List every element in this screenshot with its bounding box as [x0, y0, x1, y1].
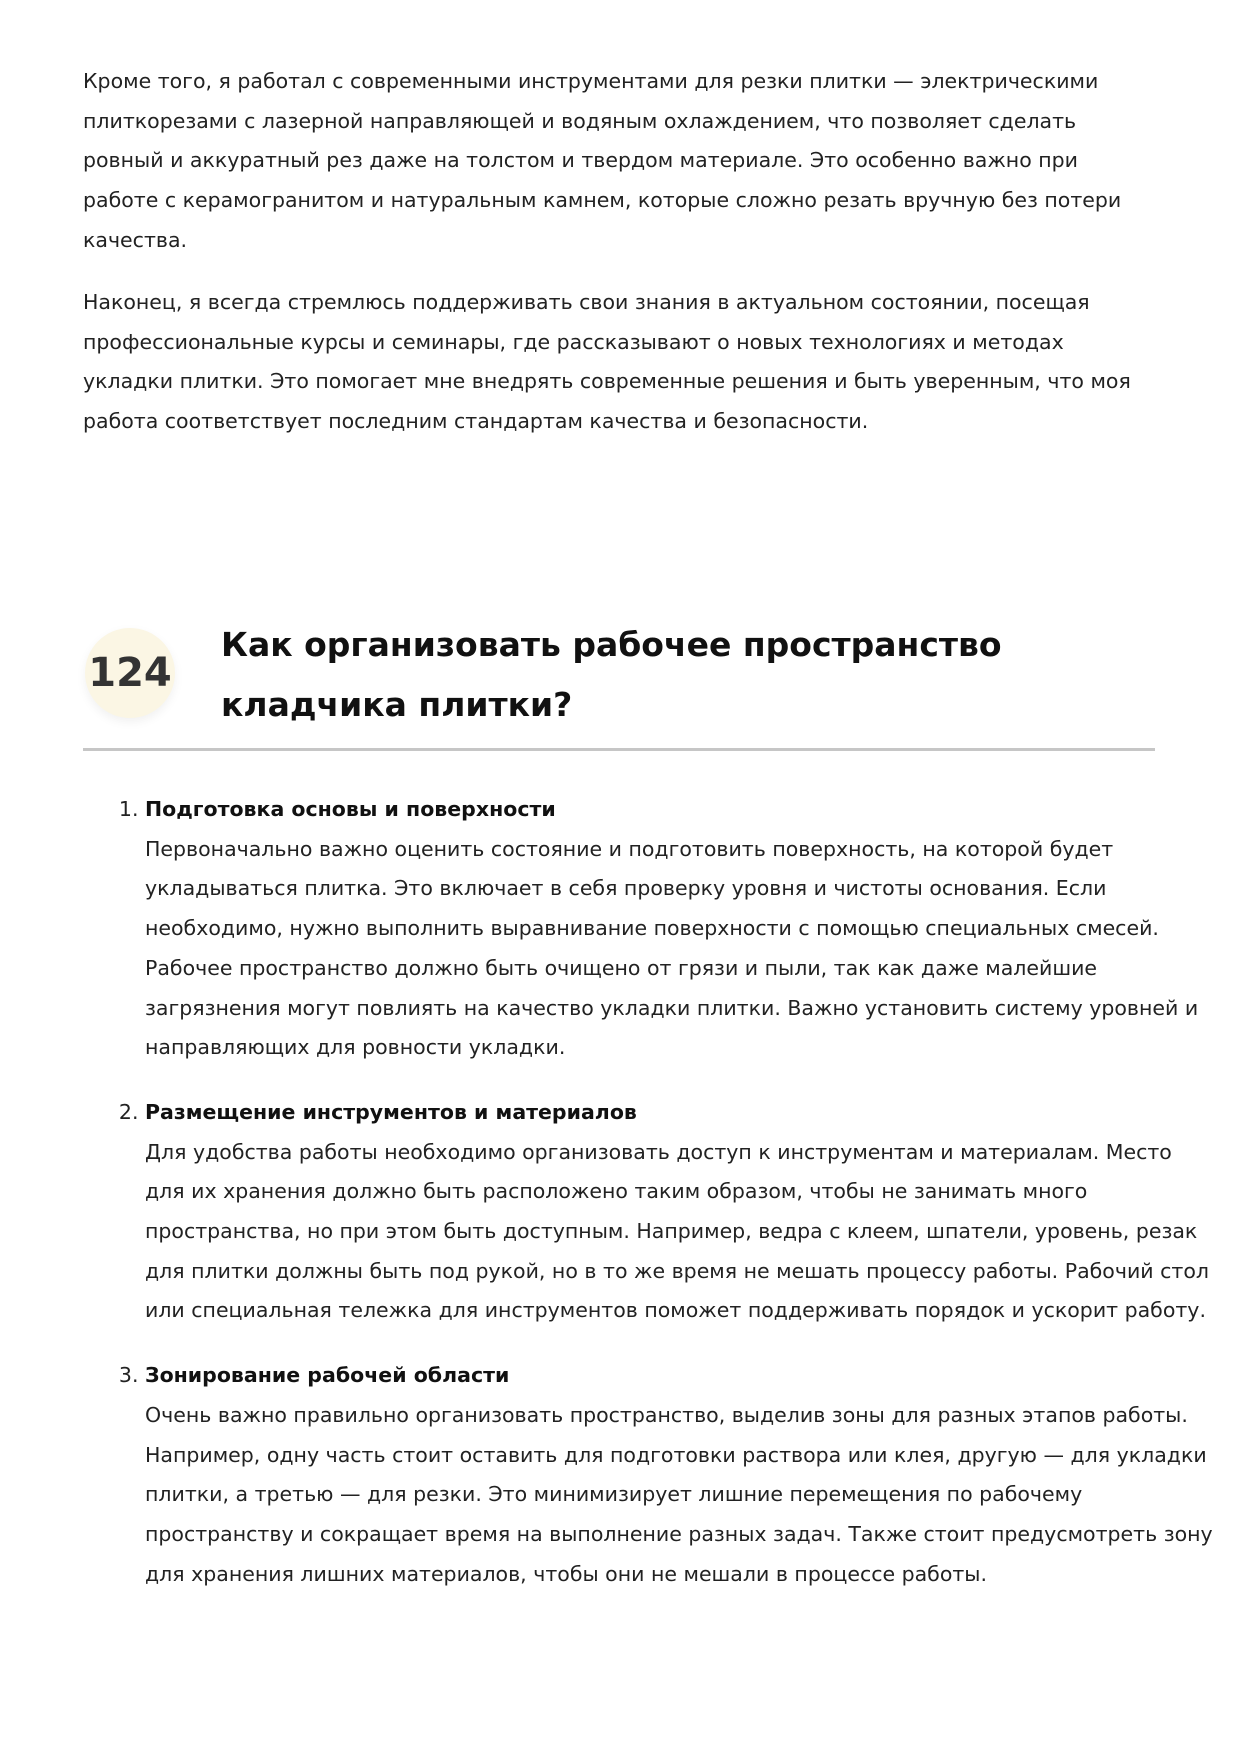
list-item	[145, 790, 1217, 1068]
list-item-title: Зонирование рабочей области	[145, 1363, 510, 1388]
list-item-text: Первоначально важно оценить состояние и подготовить поверхность, на которой будет укладываться плитка. Это включает в себя проверку уровня и чистоты основания. Если необходимо, нужно выполнить выравнивание поверхности с помощью специальных смесей. Рабочее пространство должно быть очищено от грязи и пыли, так как даже малейшие загрязнения могут повлиять на качество укладки плитки. Важно установить систему уровней и направляющих для ровности укладки.	[145, 836, 1199, 1060]
list-item-text: Для удобства работы необходимо организовать доступ к инструментам и материалам. Место для их хранения должно быть расположено таким образом, чтобы не занимать много пространства, но при этом быть доступным. Например, ведра с клеем, шпатели, уровень, резак для плитки должны быть под рукой, но в то же время не мешать процессу работы. Рабочий стол или специальная тележка для инструментов поможет поддерживать порядок и ускорит работу.	[145, 1139, 1209, 1323]
section-heading	[83, 615, 1155, 751]
list-item	[145, 1093, 1217, 1331]
paragraph: Кроме того, я работал с современными инструментами для резки плитки — электрическими плиткорезами с лазерной направляющей и водяным охлаждением, что позволяет сделать ровный и аккуратный рез даже на толстом и твердом материале. Это особенно важно при работе с керамогранитом и натуральным камнем, которые сложно резать вручную без потери качества.	[83, 69, 1122, 252]
section-title: Как организовать рабочее пространство кладчика плитки?	[221, 625, 1002, 724]
list-item-title: Подготовка основы и поверхности	[145, 797, 556, 821]
list-item	[145, 1356, 1217, 1594]
numbered-list	[83, 790, 1217, 1619]
section-number-badge: 124	[85, 628, 175, 718]
list-item-text: Очень важно правильно организовать пространство, выделив зоны для разных этапов работы. Например, одну часть стоит оставить для подготовки раствора или клея, другую — для укладки плитки, а третью — для резки. Это минимизирует лишние перемещения по рабочему пространству и сокращает время на выполнение разных задач. Также стоит предусмотреть зону для хранения лишних материалов, чтобы они не мешали в процессе работы.	[145, 1402, 1213, 1586]
paragraph: Наконец, я всегда стремлюсь поддерживать свои знания в актуальном состоянии, посещая профессиональные курсы и семинары, где рассказывают о новых технологиях и методах укладки плитки. Это помогает мне внедрять современные решения и быть уверенным, что моя работа соответствует последним стандартам качества и безопасности.	[83, 290, 1131, 434]
list-item-title: Размещение инструментов и материалов	[145, 1099, 637, 1124]
